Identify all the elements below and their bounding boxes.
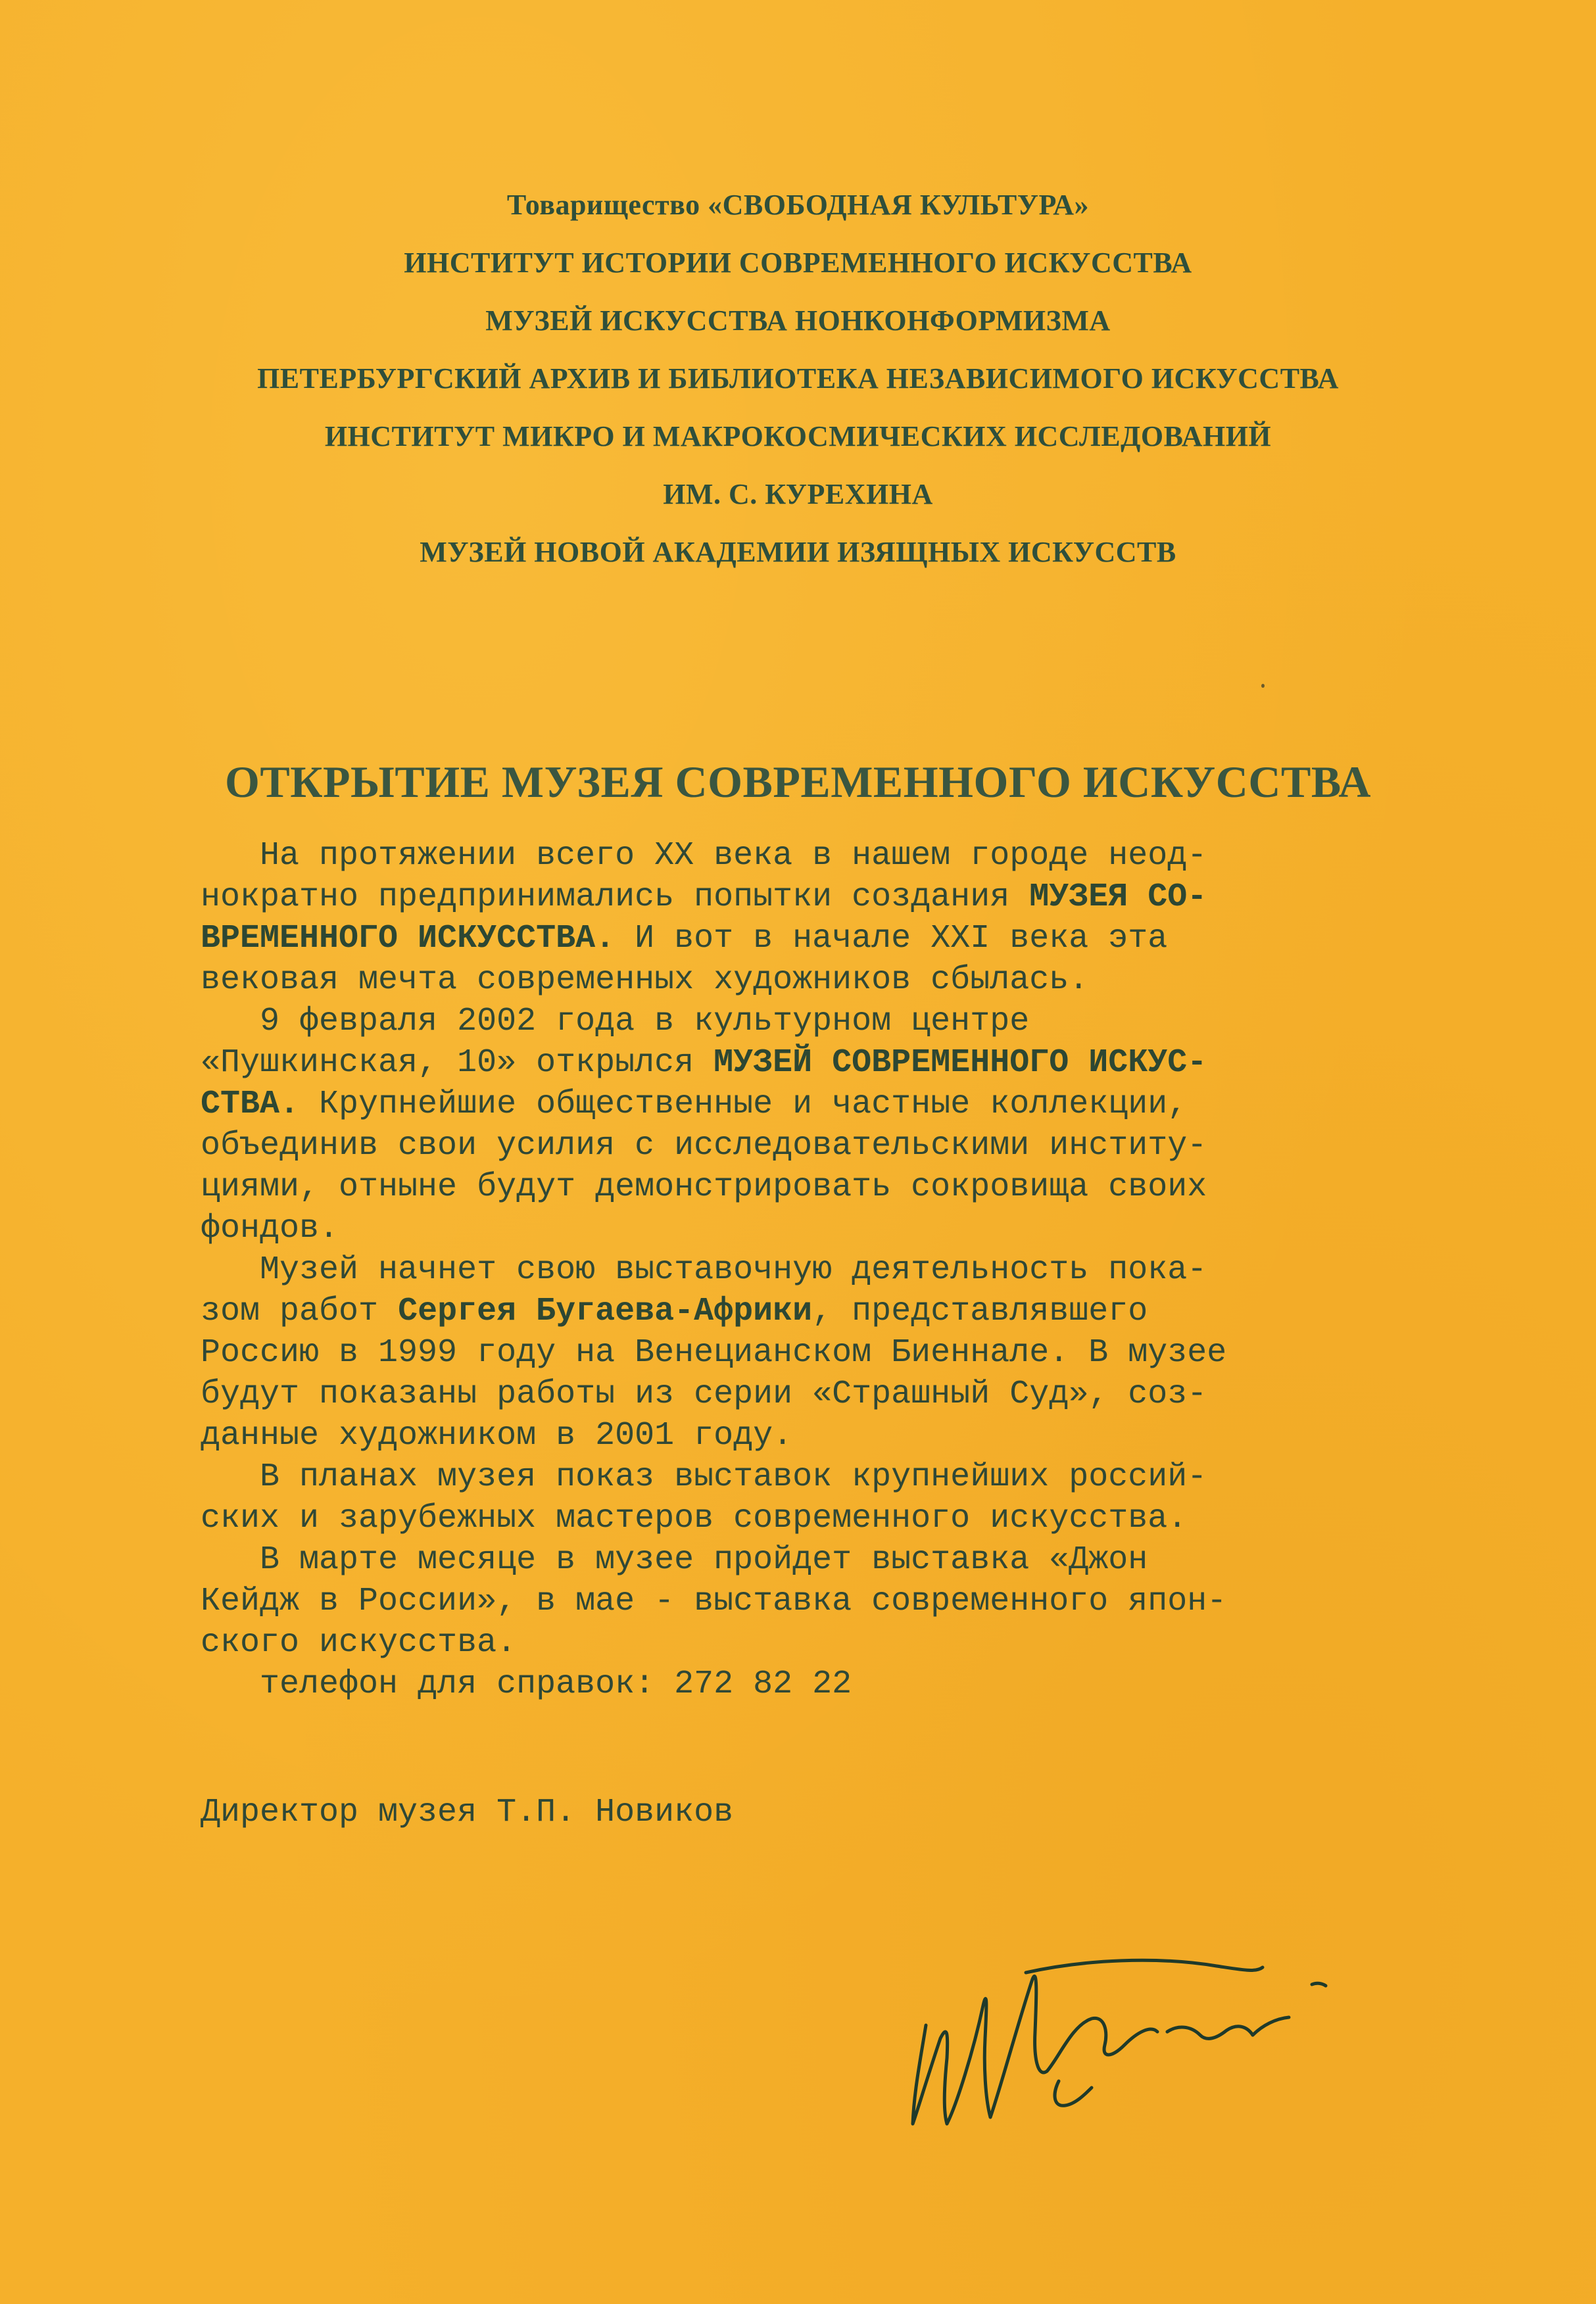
body-line: «Пушкинская, 10» открылся МУЗЕЙ СОВРЕМЕННОГО ИСКУС- — [201, 1044, 1207, 1082]
body-line: В марте месяце в музее пройдет выставка «Джон — [260, 1541, 1148, 1579]
museum-name-bold: ВРЕМЕННОГО ИСКУССТВА. — [201, 920, 616, 957]
body-line: объединив свои усилия с исследовательскими институ- — [201, 1127, 1207, 1164]
body-line: фондов. — [201, 1210, 339, 1247]
body-line: Кейдж в России», в мае - выставка современного япон- — [201, 1583, 1227, 1620]
museum-name-bold: СТВА. — [201, 1086, 300, 1123]
director-signature-line: Директор музея Т.П. Новиков — [201, 1794, 734, 1831]
document-title: ОТКРЫТИЕ МУЗЕЯ СОВРЕМЕННОГО ИСКУССТВА — [224, 757, 1372, 807]
body-line: зом работ Сергея Бугаева-Африки, представлявшего — [201, 1293, 1148, 1330]
organizations-header — [0, 176, 1596, 581]
paper-speck — [1261, 684, 1265, 688]
header-line-5: ИНСТИТУТ МИКРО И МАКРОКОСМИЧЕСКИХ ИССЛЕДОВАНИЙ — [324, 420, 1272, 452]
body-line: На протяжении всего XX века в нашем городе неод- — [260, 837, 1207, 875]
body-line: вековая мечта современных художников сбылась. — [201, 961, 1089, 999]
body-line: циями, отныне будут демонстрировать сокровища своих — [201, 1168, 1207, 1206]
body-line: Россию в 1999 году на Венецианском Биеннале. В музее — [201, 1334, 1227, 1372]
body-line: нократно предпринимались попытки создания МУЗЕЯ СО- — [201, 878, 1207, 916]
header-line-6: ИМ. С. КУРЕХИНА — [663, 478, 933, 510]
body-line: ского искусства. — [201, 1624, 517, 1662]
body-line: ВРЕМЕННОГО ИСКУССТВА. И вот в начале XXI века эта — [201, 920, 1168, 957]
body-line: ских и зарубежных мастеров современного искусства. — [201, 1500, 1188, 1537]
body-line: СТВА. Крупнейшие общественные и частные коллекции, — [201, 1086, 1188, 1123]
body-line: Музей начнет свою выставочную деятельность пока- — [260, 1251, 1207, 1289]
body-line: В планах музея показ выставок крупнейших россий- — [260, 1458, 1207, 1496]
header-line-7: МУЗЕЙ НОВОЙ АКАДЕМИИ ИЗЯЩНЫХ ИСКУССТВ — [420, 536, 1176, 568]
phone-line — [201, 1664, 1404, 1705]
handwritten-signature — [875, 1927, 1401, 2144]
artist-name-bold: Сергея Бугаева-Африки — [398, 1293, 813, 1330]
header-line-4: ПЕТЕРБУРГСКИЙ АРХИВ И БИБЛИОТЕКА НЕЗАВИСИМОГО ИСКУССТВА — [257, 362, 1339, 395]
museum-name-bold: МУЗЕЯ СО- — [1029, 878, 1207, 916]
letter-body — [201, 835, 1404, 1705]
header-line-2: ИНСТИТУТ ИСТОРИИ СОВРЕМЕННОГО ИСКУССТВА — [404, 247, 1192, 279]
body-line: будут показаны работы из серии «Страшный Суд», соз- — [201, 1376, 1207, 1413]
header-line-1: Товарищество «СВОБОДНАЯ КУЛЬТУРА» — [506, 189, 1090, 221]
header-line-3: МУЗЕЙ ИСКУССТВА НОНКОНФОРМИЗМА — [485, 304, 1111, 337]
body-line: 9 февраля 2002 года в культурном центре — [260, 1003, 1030, 1040]
museum-name-bold: МУЗЕЙ СОВРЕМЕННОГО ИСКУС- — [713, 1044, 1207, 1082]
body-line: данные художником в 2001 году. — [201, 1417, 793, 1454]
phone-number: 272 82 22 — [674, 1666, 852, 1703]
phone-label: телефон для справок: — [260, 1666, 655, 1703]
